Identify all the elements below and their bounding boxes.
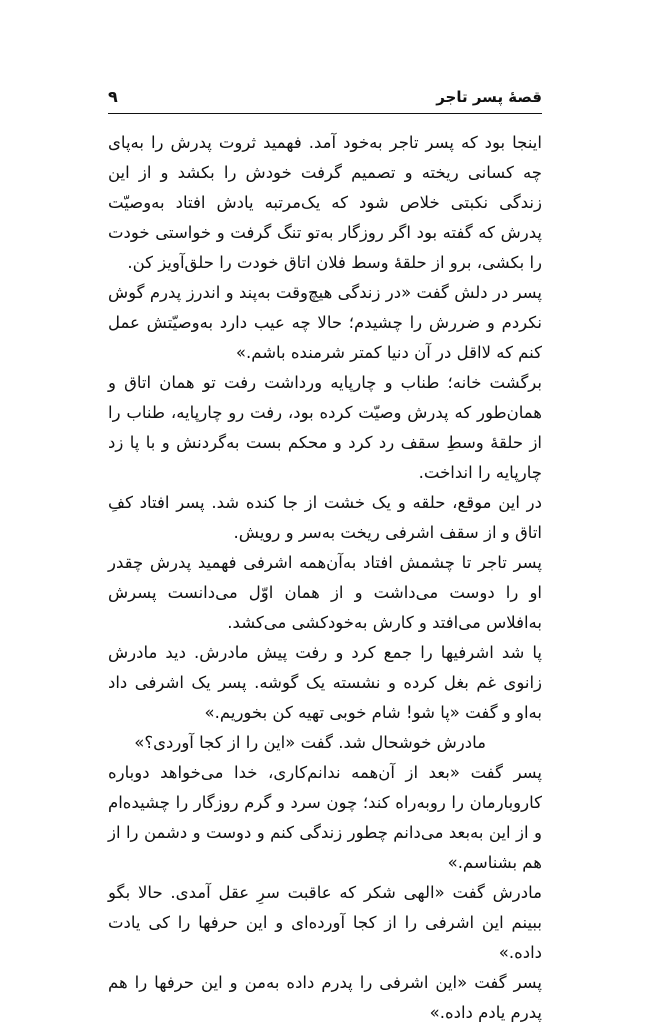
paragraph: پسر تاجر تا چشمش افتاد به‌آن‌همه اشرفی فهمید پدرش چقدر او را دوست می‌داشت و از همان اوّل می‌دانست پسرش به‌افلاس می‌افتد و کارش به‌خودکشی می‌کشد. (108, 553, 542, 632)
paragraph: پسر گفت «بعد از آن‌همه ندانم‌کاری، خدا می‌خواهد دوباره کاروبارمان را روبه‌راه کند؛ چون سرد و گرم روزگار را چشیده‌ام و از این به‌بعد می‌دانم چطور زندگی کنم و دوست و دشمن را از هم بشناسم.» (108, 763, 542, 872)
paragraph: پسر در دلش گفت «در زندگی هیچ‌وقت به‌پند و اندرز پدرم گوش نکردم و ضررش را چشیدم؛ حالا چه عیب دارد به‌وصیّتش عمل کنم که لااقل در آن دنیا کمتر شرمنده باشم.» (108, 283, 542, 362)
paragraph: در این موقع، حلقه و یک خشت از جا کنده شد. پسر افتاد کفِ اتاق و از سقف اشرفی ریخت به‌سر و رویش. (108, 493, 542, 542)
paragraph: مادرش خوشحال شد. گفت «این را از کجا آوردی؟» (134, 733, 486, 752)
paragraph: برگشت خانه؛ طناب و چارپایه ورداشت رفت تو همان اتاق و همان‌طور که پدرش وصیّت کرده بود، رفت رو چارپایه، طناب را از حلقهٔ وسطِ سقف رد کرد و محکم بست به‌گردنش و با پا زد چارپایه را انداخت. (108, 373, 542, 482)
paragraph: پا شد اشرفیها را جمع کرد و رفت پیش مادرش. دید مادرش زانوی غم بغل کرده و نشسته یک گوشه. پسر یک اشرفی داد به‌او و گفت «پا شو! شام خوبی تهیه کن بخوریم.» (108, 643, 542, 722)
chapter-title: قصهٔ پسر تاجر (436, 88, 542, 106)
paragraph: مادرش گفت «الهی شکر که عاقبت سرِ عقل آمدی. حالا بگو ببینم این اشرفی را از کجا آورده‌ای و این حرفها را کی یادت داده.» (108, 883, 542, 962)
paragraph: پسر گفت «این اشرفی را پدرم داده به‌من و این حرفها را هم پدرم یادم داده.» (108, 973, 542, 1022)
header-divider (108, 113, 542, 114)
running-header (108, 86, 542, 112)
page-number: ۹ (108, 87, 118, 106)
paragraph: اینجا بود که پسر تاجر به‌خود آمد. فهمید ثروت پدرش را به‌پای چه کسانی ریخته و تصمیم گرفت خودش را بکشد و از این زندگی نکبتی خلاص شود که یک‌مرتبه یادش افتاد به‌وصیّت پدرش که گفته بود اگر روزگار به‌تو تنگ گرفت و خواستی خودت را بکشی، برو از حلقهٔ وسط فلان اتاق خودت را حلق‌آویز کن. (108, 133, 542, 272)
story-text (108, 128, 542, 1028)
